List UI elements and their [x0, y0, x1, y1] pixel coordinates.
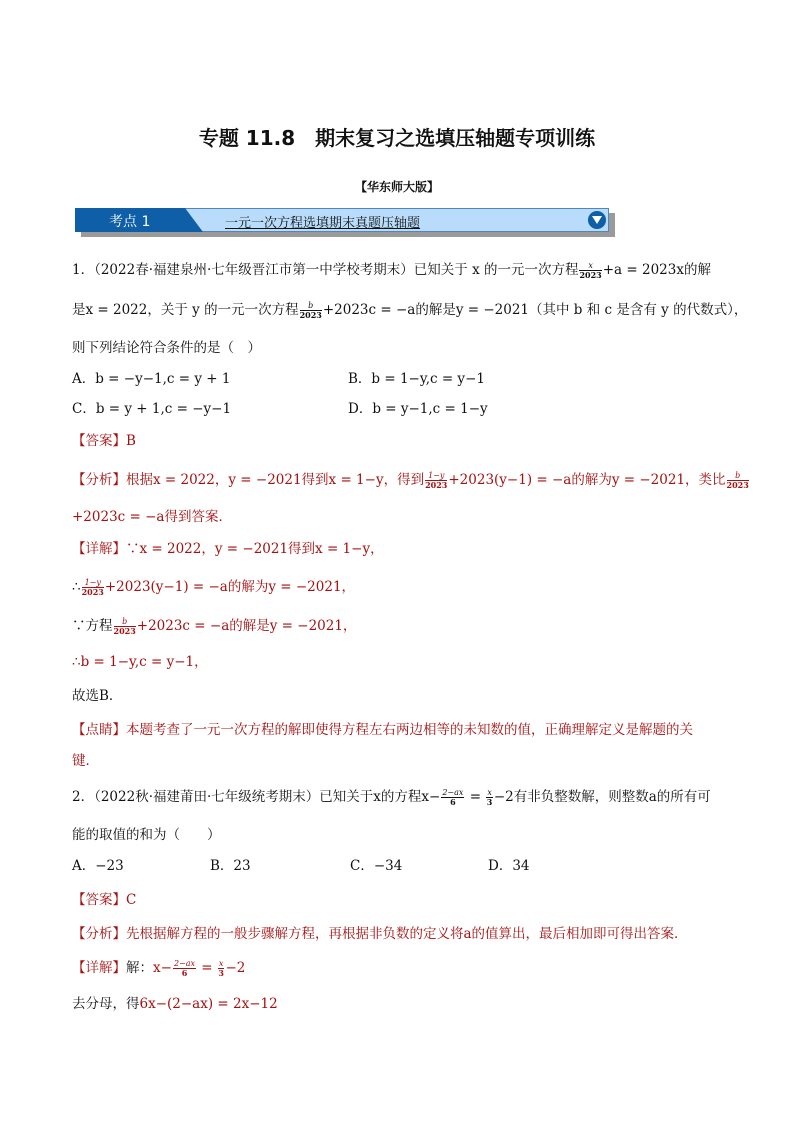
- denominator: 2023: [299, 310, 322, 320]
- denominator: 2023: [81, 587, 104, 597]
- text-line: [72, 652, 208, 672]
- text-segment: 键．: [72, 753, 99, 769]
- text-line: [72, 539, 384, 559]
- q1-option-c: C．b = y + 1,c = −y−1: [72, 401, 232, 417]
- text-segment: +2023c = −a的解是y = −2021，: [136, 618, 357, 634]
- text-segment: 1．（2022春·福建泉州·七年级晋江市第一中学校考期末）已知关于 x 的一元一次方程: [72, 262, 579, 278]
- text-line: [72, 260, 711, 280]
- numerator: x: [487, 788, 492, 797]
- text-segment: +2023c = −a的解是y = −2021（其中 b 和 c 是含有 y 的代数式），: [322, 302, 748, 318]
- denominator: 3: [218, 968, 224, 978]
- text-segment: ∵x = 2022，y = −2021得到x = 1−y，: [126, 541, 384, 557]
- q2-option-d: D．34: [488, 858, 530, 874]
- text-line: [72, 825, 221, 845]
- text-line: [72, 994, 278, 1014]
- text-segment: 【详解】: [72, 960, 126, 976]
- text-segment: 是x = 2022，关于 y 的一元一次方程: [72, 302, 299, 318]
- fraction: [82, 578, 104, 597]
- text-line: [72, 751, 99, 771]
- text-segment: 6x−(2−ax) = 2x−12: [139, 996, 278, 1012]
- text-line: [72, 686, 122, 706]
- text-segment: 则下列结论符合条件的是（ ）: [72, 340, 261, 356]
- numerator: x: [218, 959, 224, 968]
- text-segment: ∵方程: [72, 618, 113, 634]
- text-segment: −2有非负整数解，则整数a的所有可: [493, 789, 711, 805]
- banner-title: 一元一次方程选填期末真题压轴题: [225, 216, 421, 231]
- numerator: 1−y: [425, 471, 447, 481]
- text-line: [72, 470, 750, 490]
- numerator: 1−y: [82, 578, 104, 588]
- q2-option-b: B．23: [210, 858, 251, 874]
- q1-option-d: D．b = y−1,c = 1−y: [348, 401, 488, 417]
- text-line: [72, 958, 245, 978]
- fraction: [727, 471, 749, 490]
- text-segment: 去分母，得: [72, 996, 140, 1012]
- text-segment: 【详解】: [72, 541, 126, 557]
- text-line: [72, 616, 356, 636]
- text-segment: 【答案】B: [72, 433, 136, 449]
- text-segment: ∴b = 1−y,c = y−1，: [72, 654, 208, 670]
- text-line: [72, 720, 693, 740]
- edition-subtitle: 【华东师大版】: [354, 180, 439, 194]
- banner-tag: 考点 1: [109, 214, 151, 230]
- text-line: [72, 924, 688, 944]
- fraction: [300, 301, 322, 320]
- denominator: 2023: [425, 480, 448, 490]
- denominator: 6: [450, 797, 456, 807]
- text-segment: 解：: [126, 960, 153, 976]
- section-banner: [75, 208, 611, 234]
- text-line: [72, 507, 232, 527]
- text-line: [72, 787, 711, 807]
- numerator: b: [727, 471, 749, 481]
- text-segment: 能的取值的和为（ ）: [72, 827, 221, 843]
- text-segment: =: [197, 960, 217, 976]
- text-segment: 【点睛】本题考查了一元一次方程的解即使得方程左右两边相等的未知数的值，正确理解定义是解题的关: [72, 722, 693, 738]
- denominator: 2023: [579, 270, 602, 280]
- q2-option-c: C．−34: [350, 858, 403, 874]
- fraction: [486, 788, 493, 807]
- numerator: b: [114, 617, 136, 627]
- text-line: [72, 338, 261, 358]
- page-title: 专题 11.8 期末复习之选填压轴题专项训练: [198, 126, 596, 150]
- text-segment: 故选B．: [72, 688, 123, 704]
- denominator: 2023: [113, 626, 136, 636]
- denominator: 6: [181, 968, 188, 978]
- text-segment: 【分析】先根据解方程的一般步骤解方程，再根据非负数的定义将a的值算出，最后相加即可得出答案．: [72, 926, 688, 942]
- q1-option-b: B．b = 1−y,c = y−1: [348, 371, 485, 387]
- fraction: [173, 959, 196, 978]
- q2-option-a: A．−23: [72, 858, 124, 874]
- text-segment: −2: [225, 960, 246, 976]
- text-segment: +2023(y−1) = −a的解为y = −2021，类比: [448, 472, 726, 488]
- denominator: 3: [486, 797, 493, 807]
- text-segment: +a = 2023x的解: [602, 262, 711, 278]
- numerator: b: [300, 301, 322, 311]
- text-segment: 【答案】C: [72, 892, 137, 908]
- text-line: [72, 431, 136, 451]
- text-line: [72, 577, 355, 597]
- text-line: [72, 890, 136, 910]
- text-segment: 【分析】根据x = 2022，y = −2021得到x = 1−y，得到: [72, 472, 425, 488]
- fraction: [441, 788, 464, 807]
- q1-option-a: A．b = −y−1,c = y + 1: [72, 371, 231, 387]
- chevron-down-icon[interactable]: [588, 211, 606, 229]
- text-segment: +2023(y−1) = −a的解为y = −2021，: [104, 579, 356, 595]
- text-line: [72, 300, 747, 320]
- text-segment: ∴: [72, 579, 81, 595]
- numerator: 2−ax: [442, 788, 464, 797]
- text-segment: x−: [153, 960, 172, 976]
- fraction: [218, 959, 225, 978]
- numerator: 2−ax: [173, 959, 196, 968]
- denominator: 2023: [726, 480, 749, 490]
- fraction: [579, 261, 601, 280]
- numerator: x: [579, 261, 601, 271]
- fraction: [114, 617, 136, 636]
- fraction: [425, 471, 447, 490]
- text-segment: +2023c = −a得到答案．: [72, 509, 232, 525]
- text-segment: 2．（2022秋·福建莆田·七年级统考期末）已知关于x的方程x−: [72, 789, 441, 805]
- text-segment: =: [465, 789, 486, 805]
